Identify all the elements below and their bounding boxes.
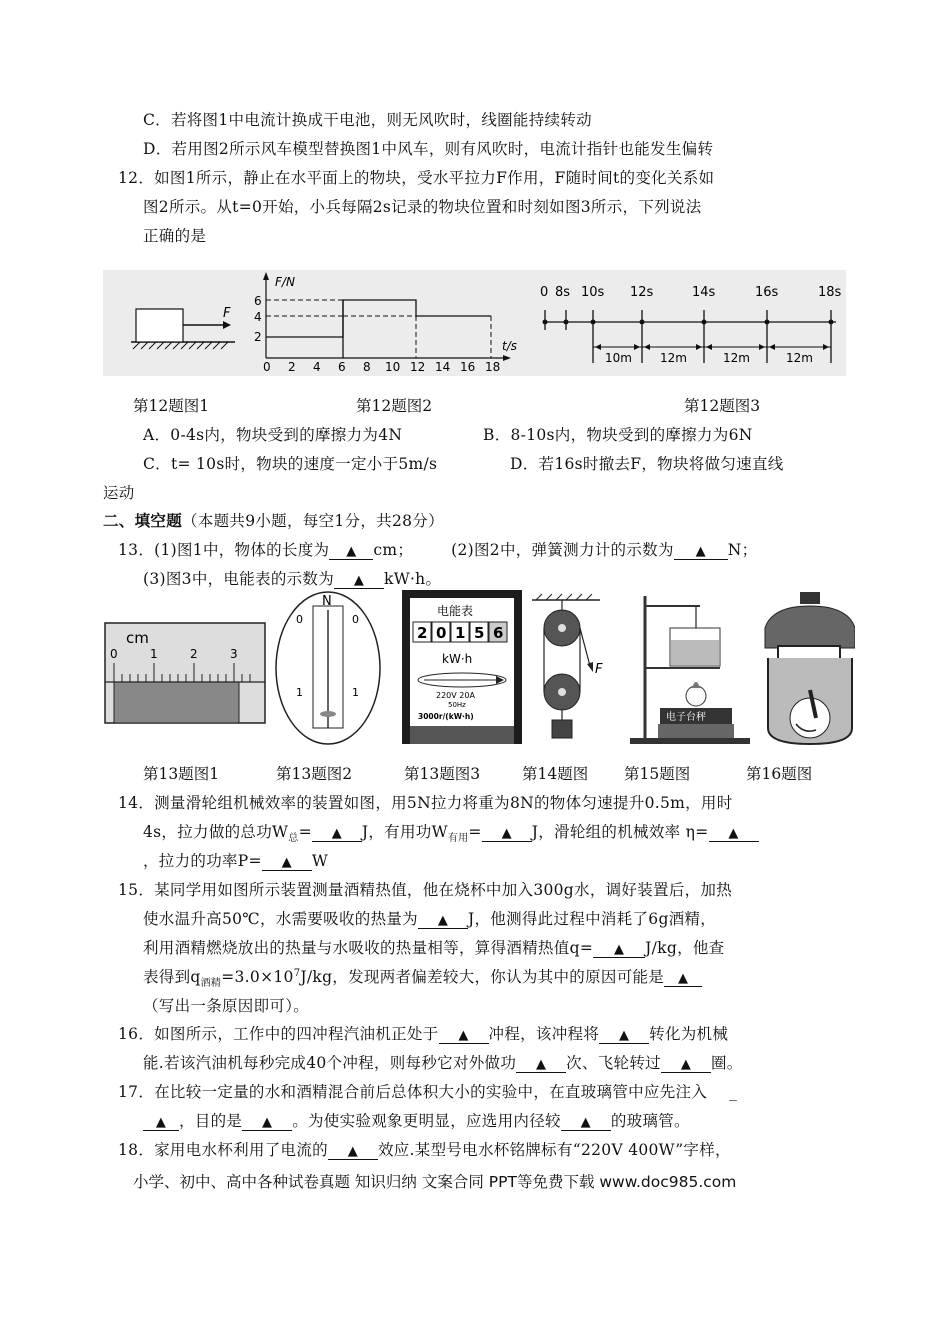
spring-tick: 0 (296, 613, 303, 626)
spring-tick: 1 (296, 686, 303, 699)
q12-x-tick: 16 (460, 360, 476, 374)
q18-line-1: 18．家用电水杯利用了电流的 ▲ 效应.某型号电水杯铭牌标有“220V 400W”字样， (118, 1141, 731, 1159)
q13-part2-text: (2)图2中，弹簧测力计的示数为 (451, 541, 674, 559)
q12-option-a: A．0-4s内，物块受到的摩擦力为4N (143, 426, 403, 444)
q12-option-d-cont: 运动 (103, 484, 135, 502)
page-footer: 小学、初中、高中各种试卷真题 知识归纳 文案合同 PPT等免费下载 www.doc985.com (133, 1173, 737, 1191)
answer-blank[interactable]: ▲ (674, 541, 728, 560)
q12-option-d: D．若16s时撤去F，物块将做匀速直线 (510, 455, 784, 473)
q13-part3-text: (3)图3中，电能表的示数为 (143, 570, 335, 588)
q14-line-1: 14．测量滑轮组机械效率的装置如图，用5N拉力将重为8N的物体匀速提升0.5m，用时 (118, 794, 733, 812)
ruler-figure (105, 623, 265, 723)
caption-q13-2: 第13题图2 (276, 765, 353, 783)
answer-blank[interactable]: ▲ (242, 1112, 292, 1131)
section-heading (103, 509, 444, 531)
scale-label: 电子台秤 (666, 712, 706, 723)
q12-caption-3: 第12题图3 (684, 397, 761, 415)
answer-blank[interactable]: ▲ (418, 910, 468, 929)
q12-x-tick: 10 (385, 360, 401, 374)
q12-x-tick: 18 (485, 360, 501, 374)
q12-y-tick-4: 4 (254, 310, 262, 324)
q12-option-b: B．8-10s内，物块受到的摩擦力为6N (483, 426, 753, 444)
heating-apparatus-figure (630, 596, 750, 744)
ruler-tick: 1 (150, 647, 158, 661)
q14-line-3: ，拉力的功率P= ▲ W (143, 852, 329, 870)
q12-x-label: t/s (502, 339, 517, 353)
answer-blank[interactable]: ▲ (664, 968, 702, 987)
answer-blank[interactable]: ▲ (334, 570, 384, 589)
q12-caption-1: 第12题图1 (133, 397, 210, 415)
answer-blank[interactable]: ▲ (599, 1025, 649, 1044)
q15-line-3: 利用酒精燃烧放出的热量与水吸收的热量相等，算得酒精热值q= ▲ J/kg，他查 (143, 939, 725, 957)
q15-line-1: 15．某同学用如图所示装置测量酒精热值，他在烧杯中加入300g水，调好装置后，加热 (118, 881, 733, 899)
spring-unit: N (322, 594, 332, 609)
q16-line-1: 16．如图所示，工作中的四冲程汽油机正处于 ▲ 冲程，该冲程将 ▲ 转化为机械 (118, 1025, 729, 1043)
ruler-tick: 3 (230, 647, 238, 661)
caption-q14: 第14题图 (522, 765, 589, 783)
q14-line-2: 4s，拉力做的总功$W_总=$ ▲ J，有用功$W_{有用}=$ ▲ J，滑轮组的机械效率 η= ▲ (143, 820, 759, 844)
electric-meter-figure (402, 590, 522, 744)
q12-time-10: 10s (581, 285, 605, 300)
q12-dist-1: 10m (605, 351, 632, 365)
q12-figures (103, 270, 846, 376)
q12-y-label: F/N (275, 275, 295, 289)
q12-x-tick: 0 (263, 360, 271, 374)
answer-blank[interactable]: ▲ (328, 1141, 378, 1160)
q12-stem-1: 12．如图1所示，静止在水平面上的物块，受水平拉力F作用，F随时间t的变化关系如 (118, 169, 715, 187)
q12-caption-2: 第12题图2 (356, 397, 433, 415)
section-note: （本题共9小题，每空1分，共28分） (182, 512, 444, 530)
q11-option-d: D．若用图2所示风车模型替换图1中风车，则有风吹时，电流计指针也能发生偏转 (143, 140, 714, 158)
ruler-unit: cm (126, 629, 149, 647)
caption-q15: 第15题图 (624, 765, 691, 783)
q12-force-label: F (223, 306, 231, 321)
answer-blank[interactable]: ▲ (661, 1054, 711, 1073)
ruler-tick: 0 (110, 647, 118, 661)
q11-option-c: C．若将图1中电流计换成干电池，则无风吹时，线圈能持续转动 (143, 111, 592, 129)
answer-blank[interactable]: ▲ (482, 823, 532, 842)
meter-digit: 5 (474, 624, 485, 642)
meter-spec: 3000r/(kW·h) (418, 712, 474, 721)
q12-x-tick: 6 (338, 360, 346, 374)
q15-line-4: 表得到$q_{酒精}=3.0\times 10^7J/kg$，发现两者偏差较大，你认为其中的原因可能是 ▲ (143, 965, 702, 989)
caption-q13-1: 第13题图1 (143, 765, 220, 783)
q17-line-2: ▲ ，目的是 ▲ 。为使实验观象更明显，应选用内径较 ▲ 的玻璃管。 (143, 1109, 690, 1131)
q12-time-16: 16s (755, 285, 779, 300)
section-title: 二、填空题 (103, 511, 183, 530)
q12-option-c: C．t= 10s时，物块的速度一定小于5m/s (143, 455, 438, 473)
meter-spec: 50Hz (448, 701, 466, 709)
q13-part1-text: 13．(1)图1中，物体的长度为 (118, 541, 330, 559)
q12-x-tick: 2 (288, 360, 296, 374)
q13-part3-unit: kW·h。 (384, 570, 442, 588)
q13-part2-unit: N； (727, 541, 758, 559)
answer-blank[interactable]: ▲ (329, 541, 373, 560)
answer-blank[interactable]: ▲ (312, 823, 362, 842)
q12-x-tick: 8 (363, 360, 371, 374)
q12-x-tick: 12 (410, 360, 426, 374)
q12-time-12: 12s (630, 285, 654, 300)
q12-dist-3: 12m (723, 351, 750, 365)
answer-blank[interactable]: ▲ (143, 1112, 179, 1131)
q12-dist-2: 12m (660, 351, 687, 365)
pulley-force-label: F (595, 662, 603, 677)
meter-unit: kW·h (442, 652, 473, 666)
meter-digit: 0 (436, 624, 447, 642)
q15-line-2: 使水温升高50℃，水需要吸收的热量为 ▲ J，他测得此过程中消耗了6g酒精， (143, 910, 717, 928)
answer-blank[interactable]: ▲ (709, 823, 759, 842)
q12-stem-3: 正确的是 (143, 227, 207, 245)
meter-digit: 6 (493, 624, 504, 642)
q12-dist-4: 12m (786, 351, 813, 365)
q12-y-tick-2: 2 (254, 330, 262, 344)
q12-x-tick: 14 (435, 360, 451, 374)
q12-y-tick-6: 6 (254, 294, 262, 308)
q13-part1-unit: cm； (373, 541, 414, 559)
q12-time-14: 14s (692, 285, 716, 300)
q16-line-2: 能.若该汽油机每秒完成40个冲程，则每秒它对外做功 ▲ 次、飞轮转过 ▲ 圈。 (143, 1054, 743, 1072)
q17-line-1: 17．在比较一定量的水和酒精混合前后总体积大小的实验中，在直玻璃管中应先注入 _ (118, 1083, 738, 1101)
spring-tick: 0 (352, 613, 359, 626)
q13-line-2 (143, 567, 441, 589)
q12-time-8: 8s (555, 285, 571, 300)
q12-time-0: 0 (540, 285, 549, 300)
pulley-figure (532, 594, 603, 738)
answer-blank[interactable]: ▲ (516, 1054, 566, 1073)
meter-spec: 220V 20A (436, 691, 475, 700)
meter-digit: 2 (417, 624, 428, 642)
meter-title: 电能表 (437, 604, 474, 618)
answer-blank[interactable]: ▲ (593, 939, 645, 958)
q13-line-1 (118, 538, 757, 560)
spring-scale-figure (276, 592, 380, 744)
answer-blank[interactable]: ▲ (561, 1112, 611, 1131)
q15-line-5: （写出一条原因即可）。 (143, 997, 310, 1015)
q12-time-18: 18s (818, 285, 842, 300)
q13-16-figures (100, 588, 855, 748)
answer-blank[interactable]: ▲ (262, 852, 312, 871)
caption-q16: 第16题图 (746, 765, 813, 783)
engine-figure (765, 592, 855, 744)
meter-digit: 1 (455, 624, 466, 642)
caption-q13-3: 第13题图3 (404, 765, 481, 783)
spring-tick: 1 (352, 686, 359, 699)
answer-blank[interactable]: ▲ (439, 1025, 489, 1044)
ruler-tick: 2 (190, 647, 198, 661)
q12-stem-2: 图2所示。从t=0开始，小兵每隔2s记录的物块位置和时刻如图3所示，下列说法 (143, 198, 702, 216)
q12-x-tick: 4 (313, 360, 321, 374)
